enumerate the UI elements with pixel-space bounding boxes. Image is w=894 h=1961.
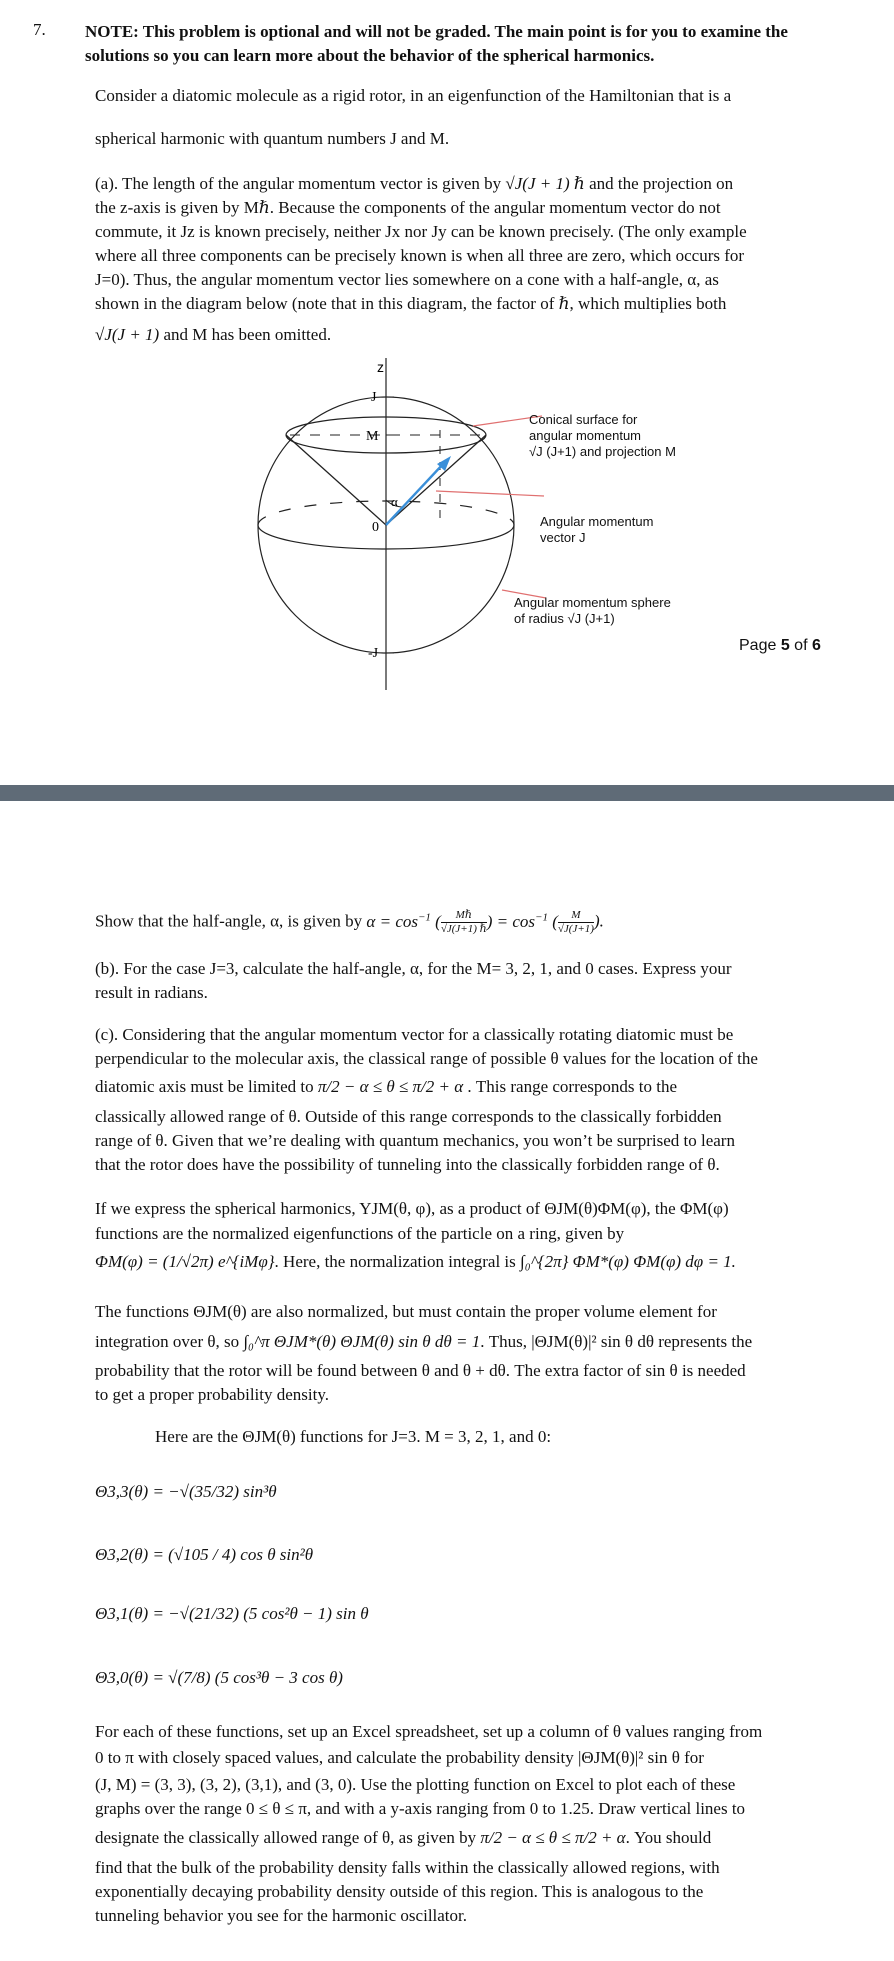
part-c-line-2: perpendicular to the molecular axis, the classical range of possible θ values for the location of the xyxy=(95,1049,758,1068)
intro-line-1: Consider a diatomic molecule as a rigid rotor, in an eigenfunction of the Hamiltonian that is a xyxy=(95,86,732,105)
part-c-line-5: range of θ. Given that we’re dealing with quantum mechanics, you won’t be surprised to learn xyxy=(95,1131,735,1150)
sph-line-2: functions are the normalized eigenfunctions of the particle on a ring, given by xyxy=(95,1224,625,1243)
theta-3-0: Θ3,0(θ) = √(7/8) (5 cos³θ − 3 cos θ) xyxy=(95,1668,343,1687)
theta-line-1: The functions ΘJM(θ) are also normalized, but must contain the proper volume element for xyxy=(95,1302,717,1321)
part-c-line-3: diatomic axis must be limited to π/2 − α ≤ θ ≤ π/2 + α . This range corresponds to the xyxy=(95,1077,678,1096)
problem-number: 7. xyxy=(33,20,46,39)
tick-M-label: M xyxy=(366,429,379,444)
part-a-line-1: (a). The length of the angular momentum vector is given by √J(J + 1) ℏ and the projection on xyxy=(95,174,734,193)
functions-intro: Here are the ΘJM(θ) functions for J=3. M = 3, 2, 1, and 0: xyxy=(155,1427,552,1446)
alpha-label: α xyxy=(391,494,398,509)
excel-line-1: For each of these functions, set up an Excel spreadsheet, set up a column of θ values ranging from xyxy=(95,1722,763,1741)
intro-line-2: spherical harmonic with quantum numbers J and M. xyxy=(95,129,450,148)
tick-J-label: J xyxy=(371,390,377,405)
part-b-line-2: result in radians. xyxy=(95,983,208,1002)
excel-line-6: find that the bulk of the probability density falls within the classically allowed regions, with xyxy=(95,1858,720,1877)
tick-negJ-label: -J xyxy=(368,646,379,661)
cone-left-side xyxy=(286,435,386,525)
page-number: Page 5 of 6 xyxy=(739,637,821,654)
part-a-line-2: the z-axis is given by Mℏ. Because the components of the angular momentum vector do not xyxy=(95,198,721,217)
sphere-label: Angular momentum sphere of radius √J (J+1) xyxy=(514,595,671,626)
cone-label: Conical surface for angular momentum √J (J+1) and projection M xyxy=(529,412,676,459)
show-half-angle: Show that the half-angle, α, is given by $\alpha = \cos^{-1}$ ( Mℏ √J(J+1) ℏ ) = $\cos^{-1}$ ( $\frac{M}{√J(J+1)}$ ). xyxy=(95,909,604,936)
theta-line-4: to get a proper probability density. xyxy=(95,1385,330,1404)
page-break-divider xyxy=(0,785,894,801)
optional-note: NOTE: This problem is optional and will not be graded. The main point is for you to examine the solutions so you can learn more about the behavior of the spherical harmonics. xyxy=(85,22,788,65)
excel-line-2: 0 to π with closely spaced values, and calculate the probability density |ΘJM(θ)|² sin θ for xyxy=(95,1748,704,1767)
theta-3-1: Θ3,1(θ) = −√(21/32) (5 cos²θ − 1) sin θ xyxy=(95,1604,369,1623)
vector-leader-line xyxy=(436,491,544,496)
cone-right-side xyxy=(386,435,486,525)
part-c-line-1: (c). Considering that the angular momentum vector for a classically rotating diatomic must be xyxy=(95,1025,734,1044)
theta-3-2: Θ3,2(θ) = (√105 / 4) cos θ sin²θ xyxy=(95,1545,314,1564)
part-a-line-6: shown in the diagram below (note that in this diagram, the factor of ℏ, which multiplies both xyxy=(95,294,727,313)
sph-line-1: If we express the spherical harmonics, YJM(θ, φ), as a product of ΘJM(θ)ΦM(φ), the ΦM(φ) xyxy=(95,1199,729,1218)
part-c-line-4: classically allowed range of θ. Outside of this range corresponds to the classically forbidden xyxy=(95,1107,722,1126)
part-c-line-6: that the rotor does have the possibility of tunneling into the classically forbidden range of θ. xyxy=(95,1155,720,1174)
part-a-line-5: J=0). Thus, the angular momentum vector lies somewhere on a cone with a half-angle, α, as xyxy=(95,270,719,289)
part-a-line-3: commute, it Jz is known precisely, neither Jx nor Jy can be known precisely. (The only example xyxy=(95,222,747,241)
part-b-line-1: (b). For the case J=3, calculate the half-angle, α, for the M= 3, 2, 1, and 0 cases. Express your xyxy=(95,959,732,978)
part-a-line-4: where all three components can be precisely known is when all three are zero, which occurs for xyxy=(95,246,745,265)
excel-line-3: (J, M) = (3, 3), (3, 2), (3,1), and (3, 0). Use the plotting function on Excel to plot each of these xyxy=(95,1775,736,1794)
part-a-line-7: √J(J + 1) and M has been omitted. xyxy=(95,325,332,344)
sph-line-3: ΦM(φ) = (1/√2π) e^{iMφ}. Here, the normalization integral is ∫₀^{2π} ΦM*(φ) ΦM(φ) dφ = 1. xyxy=(95,1252,736,1271)
tick-0-label: 0 xyxy=(372,520,379,535)
z-axis-label: z xyxy=(377,359,384,375)
theta-line-2: integration over θ, so ∫₀^π ΘJM*(θ) ΘJM(θ) sin θ dθ = 1. Thus, |ΘJM(θ)|² sin θ dθ represents the xyxy=(95,1332,753,1351)
excel-line-5: designate the classically allowed range of θ, as given by π/2 − α ≤ θ ≤ π/2 + α. You should xyxy=(95,1828,712,1847)
excel-line-8: tunneling behavior you see for the harmonic oscillator. xyxy=(95,1906,468,1925)
excel-line-7: exponentially decaying probability density outside of this region. This is analogous to the xyxy=(95,1882,704,1901)
excel-line-4: graphs over the range 0 ≤ θ ≤ π, and with a y-axis ranging from 0 to 1.25. Draw vertical lines to xyxy=(95,1799,746,1818)
theta-line-3: probability that the rotor will be found between θ and θ + dθ. The extra factor of sin θ is needed xyxy=(95,1361,746,1380)
sqrt-expression: √J(J + 1) ℏ xyxy=(505,174,585,193)
vector-label: Angular momentum vector J xyxy=(540,514,654,545)
theta-3-3: Θ3,3(θ) = −√(35/32) sin³θ xyxy=(95,1482,277,1501)
